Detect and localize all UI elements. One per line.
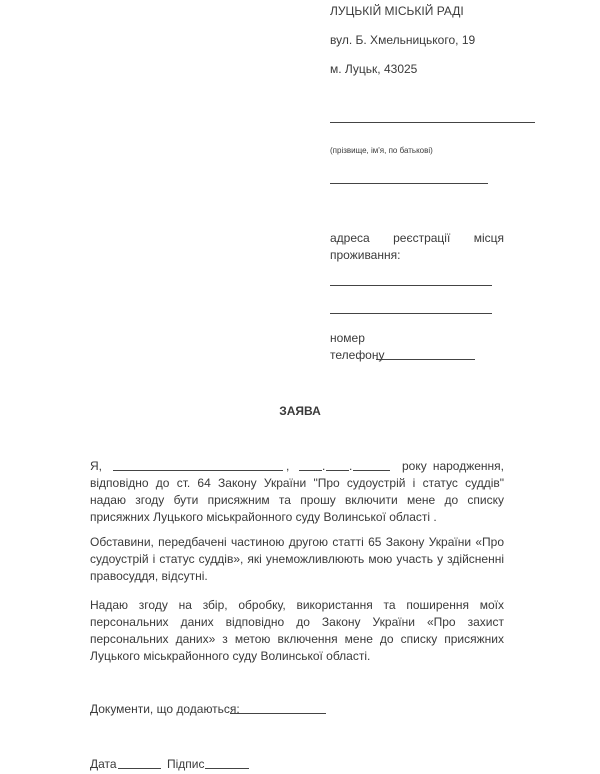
applicant-name-hint: (прізвище, ім'я, по батькові) — [330, 146, 433, 155]
date-label: Дата — [90, 757, 117, 771]
applicant-name-line-2[interactable] — [330, 183, 488, 184]
name-field-line[interactable] — [113, 470, 283, 471]
p1-comma: , — [286, 459, 290, 473]
phone-label-2: телефону — [330, 348, 385, 362]
p1-dot-2: . — [349, 459, 353, 473]
address-line-1[interactable] — [330, 285, 492, 286]
signature-line[interactable] — [205, 768, 249, 769]
date-line[interactable] — [118, 768, 161, 769]
address-line-2[interactable] — [330, 313, 492, 314]
recipient-street: вул. Б. Хмельницького, 19 — [330, 33, 476, 47]
paragraph-3: Надаю згоду на збір, обробку, використання та поширення моїх персональних даних відповідно до Закону України «Про захист персональних даних» з метою включення мене до списку присяжних Луцького міськрайонного суду Волинської області. — [90, 598, 504, 663]
birth-day-line[interactable] — [299, 470, 322, 471]
paragraph-1-first-line — [90, 458, 504, 475]
paragraph-2: Обставини, передбачені частиною другою статті 65 Закону України «Про судоустрій і статус суддів», які унеможливлюють мою участь у здійсненні правосуддя, відсутні. — [90, 535, 504, 583]
document-title: ЗАЯВА — [279, 404, 321, 418]
phone-label-1: номер — [330, 331, 365, 345]
address-label: адреса реєстрації місця проживання: — [330, 231, 504, 262]
paragraph-1-rest: відповідно до ст. 64 Закону України "Про судоустрій і статус суддів" надаю згоду бути присяжним та прошу включити мене до списку присяжних Луцького міськрайонного суду Волинської області . — [90, 476, 504, 524]
signature-label: Підпис — [167, 757, 205, 771]
p1-dot-1: . — [322, 459, 326, 473]
birth-month-line[interactable] — [326, 470, 349, 471]
birth-year-line[interactable] — [353, 470, 390, 471]
recipient-name: ЛУЦЬКІЙ МІСЬКІЙ РАДІ — [330, 4, 464, 18]
documents-label: Документи, що додаються: — [90, 702, 240, 716]
documents-line[interactable] — [230, 713, 326, 714]
p1-start: Я, — [90, 459, 102, 473]
applicant-name-line[interactable] — [330, 122, 535, 123]
p1-after: року народження, — [402, 459, 504, 473]
phone-line[interactable] — [376, 359, 475, 360]
recipient-city: м. Луцьк, 43025 — [330, 62, 418, 76]
